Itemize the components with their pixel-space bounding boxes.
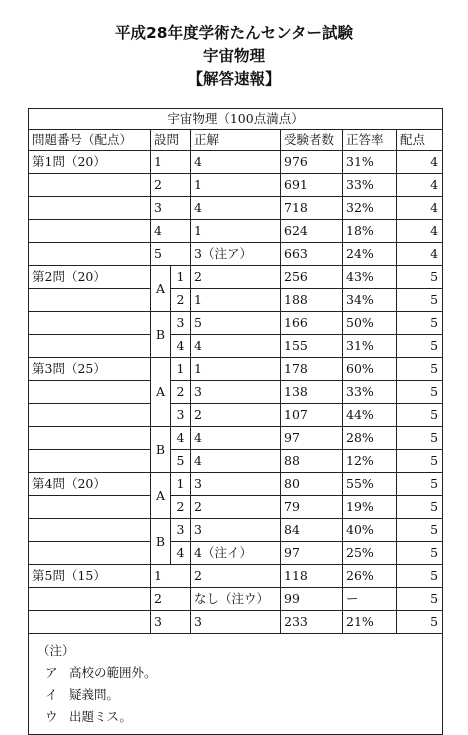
jukensha-cell: 624 [281, 220, 343, 243]
table-row [29, 289, 443, 312]
haiten-cell: 4 [397, 174, 443, 197]
setsumon-cell: 5 [151, 243, 191, 266]
notes-row [29, 634, 443, 735]
haiten-cell: 5 [397, 588, 443, 611]
table-row [29, 174, 443, 197]
haiten-cell: 4 [397, 243, 443, 266]
mondai-cell [29, 588, 151, 611]
seitouritsu-cell: 25% [343, 542, 397, 565]
setsumon-cell: 1 [151, 151, 191, 174]
seitouritsu-cell: 18% [343, 220, 397, 243]
mondai-cell: 第3問（25） [29, 358, 151, 381]
mondai-cell [29, 404, 151, 427]
jukensha-cell: 118 [281, 565, 343, 588]
jukensha-cell: 79 [281, 496, 343, 519]
seikai-cell: 4（注イ） [191, 542, 281, 565]
table-row [29, 197, 443, 220]
setsumon-cell: 1 [171, 473, 191, 496]
mondai-cell: 第1問（20） [29, 151, 151, 174]
mondai-cell [29, 174, 151, 197]
setsumon-cell: 2 [171, 289, 191, 312]
note-mark: イ [45, 687, 58, 702]
setsumon-cell: 3 [151, 197, 191, 220]
seikai-cell: 2 [191, 266, 281, 289]
seikai-cell: 4 [191, 197, 281, 220]
mondai-cell [29, 450, 151, 473]
haiten-cell: 5 [397, 473, 443, 496]
seikai-cell: 5 [191, 312, 281, 335]
jukensha-cell: 97 [281, 427, 343, 450]
table-row [29, 266, 443, 289]
haiten-cell: 5 [397, 289, 443, 312]
seikai-cell: 2 [191, 404, 281, 427]
haiten-cell: 5 [397, 542, 443, 565]
setsumon-cell: 3 [171, 312, 191, 335]
header-seitouritsu: 正答率 [343, 130, 397, 151]
setsumon-cell: 4 [171, 335, 191, 358]
seitouritsu-cell: 12% [343, 450, 397, 473]
seikai-cell: 4 [191, 151, 281, 174]
jukensha-cell: 178 [281, 358, 343, 381]
header-setsumon: 設問 [151, 130, 191, 151]
setsumon-cell: 5 [171, 450, 191, 473]
haiten-cell: 5 [397, 496, 443, 519]
note-text: 疑義問。 [69, 687, 120, 702]
mondai-cell [29, 220, 151, 243]
jukensha-cell: 80 [281, 473, 343, 496]
table-row [29, 381, 443, 404]
setsumon-cell: 4 [171, 427, 191, 450]
setsumon-cell: 1 [171, 266, 191, 289]
table-row [29, 588, 443, 611]
header-seikai: 正解 [191, 130, 281, 151]
seikai-cell: 1 [191, 358, 281, 381]
seikai-cell: 3 [191, 473, 281, 496]
seitouritsu-cell: 60% [343, 358, 397, 381]
seitouritsu-cell: 33% [343, 381, 397, 404]
subgroup-cell: B [151, 519, 171, 565]
jukensha-cell: 138 [281, 381, 343, 404]
table-row [29, 519, 443, 542]
seitouritsu-cell: 40% [343, 519, 397, 542]
table-caption-row [29, 109, 443, 130]
note-mark: ウ [45, 709, 58, 724]
mondai-cell [29, 542, 151, 565]
mondai-cell [29, 427, 151, 450]
jukensha-cell: 976 [281, 151, 343, 174]
setsumon-cell: 3 [171, 519, 191, 542]
table-row [29, 404, 443, 427]
seikai-cell: 3（注ア） [191, 243, 281, 266]
seikai-cell: 3 [191, 611, 281, 634]
header-haiten: 配点 [397, 130, 443, 151]
setsumon-cell: 3 [171, 404, 191, 427]
seitouritsu-cell: 33% [343, 174, 397, 197]
seitouritsu-cell: 32% [343, 197, 397, 220]
jukensha-cell: 188 [281, 289, 343, 312]
haiten-cell: 5 [397, 611, 443, 634]
table-row [29, 611, 443, 634]
title-line-3: 【解答速報】 [187, 70, 281, 88]
setsumon-cell: 2 [151, 588, 191, 611]
table-row [29, 358, 443, 381]
setsumon-cell: 2 [171, 496, 191, 519]
jukensha-cell: 166 [281, 312, 343, 335]
seikai-cell: 1 [191, 289, 281, 312]
table-caption: 宇宙物理（100点満点） [29, 109, 443, 130]
seikai-cell: 4 [191, 450, 281, 473]
note-text: 高校の範囲外。 [69, 665, 157, 680]
haiten-cell: 5 [397, 312, 443, 335]
seikai-cell: 4 [191, 427, 281, 450]
seitouritsu-cell: 31% [343, 151, 397, 174]
mondai-cell: 第2問（20） [29, 266, 151, 289]
note-item [37, 684, 434, 706]
seitouritsu-cell: 24% [343, 243, 397, 266]
mondai-cell [29, 312, 151, 335]
table-row [29, 427, 443, 450]
setsumon-cell: 4 [171, 542, 191, 565]
answer-table [28, 108, 443, 735]
haiten-cell: 5 [397, 358, 443, 381]
notes-cell [29, 634, 443, 735]
subgroup-cell: B [151, 312, 171, 358]
haiten-cell: 4 [397, 220, 443, 243]
header-jukensha: 受験者数 [281, 130, 343, 151]
table-row [29, 450, 443, 473]
seitouritsu-cell: 26% [343, 565, 397, 588]
haiten-cell: 5 [397, 381, 443, 404]
seitouritsu-cell: 43% [343, 266, 397, 289]
haiten-cell: 5 [397, 427, 443, 450]
seitouritsu-cell: ー [343, 588, 397, 611]
jukensha-cell: 718 [281, 197, 343, 220]
mondai-cell [29, 496, 151, 519]
note-item [37, 706, 434, 728]
table-row [29, 542, 443, 565]
title-line-1: 平成28年度学術たんセンター試験 [115, 24, 353, 42]
haiten-cell: 4 [397, 151, 443, 174]
mondai-cell [29, 381, 151, 404]
table-header-row [29, 130, 443, 151]
jukensha-cell: 663 [281, 243, 343, 266]
setsumon-cell: 3 [151, 611, 191, 634]
haiten-cell: 5 [397, 335, 443, 358]
table-row [29, 565, 443, 588]
subgroup-cell: B [151, 427, 171, 473]
jukensha-cell: 155 [281, 335, 343, 358]
jukensha-cell: 691 [281, 174, 343, 197]
seitouritsu-cell: 50% [343, 312, 397, 335]
seitouritsu-cell: 55% [343, 473, 397, 496]
mondai-cell [29, 335, 151, 358]
table-row [29, 335, 443, 358]
subgroup-cell: A [151, 358, 171, 427]
setsumon-cell: 1 [151, 565, 191, 588]
seikai-cell: 3 [191, 381, 281, 404]
header-mondai: 問題番号（配点） [29, 130, 151, 151]
note-mark: ア [45, 665, 58, 680]
haiten-cell: 5 [397, 404, 443, 427]
table-row [29, 243, 443, 266]
note-item [37, 662, 434, 684]
seitouritsu-cell: 28% [343, 427, 397, 450]
seitouritsu-cell: 21% [343, 611, 397, 634]
jukensha-cell: 107 [281, 404, 343, 427]
jukensha-cell: 88 [281, 450, 343, 473]
setsumon-cell: 4 [151, 220, 191, 243]
document-title [0, 22, 468, 91]
mondai-cell: 第5問（15） [29, 565, 151, 588]
haiten-cell: 4 [397, 197, 443, 220]
seikai-cell: 2 [191, 496, 281, 519]
mondai-cell: 第4問（20） [29, 473, 151, 496]
haiten-cell: 5 [397, 450, 443, 473]
subgroup-cell: A [151, 266, 171, 312]
seikai-cell: なし（注ウ） [191, 588, 281, 611]
haiten-cell: 5 [397, 519, 443, 542]
seikai-cell: 1 [191, 174, 281, 197]
jukensha-cell: 256 [281, 266, 343, 289]
mondai-cell [29, 519, 151, 542]
setsumon-cell: 1 [171, 358, 191, 381]
title-line-2: 宇宙物理 [202, 47, 265, 65]
jukensha-cell: 233 [281, 611, 343, 634]
seikai-cell: 2 [191, 565, 281, 588]
haiten-cell: 5 [397, 565, 443, 588]
jukensha-cell: 97 [281, 542, 343, 565]
subgroup-cell: A [151, 473, 171, 519]
seitouritsu-cell: 31% [343, 335, 397, 358]
jukensha-cell: 99 [281, 588, 343, 611]
mondai-cell [29, 611, 151, 634]
seikai-cell: 1 [191, 220, 281, 243]
table-row [29, 151, 443, 174]
jukensha-cell: 84 [281, 519, 343, 542]
seitouritsu-cell: 19% [343, 496, 397, 519]
table-row [29, 473, 443, 496]
setsumon-cell: 2 [171, 381, 191, 404]
haiten-cell: 5 [397, 266, 443, 289]
table-row [29, 312, 443, 335]
seitouritsu-cell: 34% [343, 289, 397, 312]
seitouritsu-cell: 44% [343, 404, 397, 427]
mondai-cell [29, 197, 151, 220]
setsumon-cell: 2 [151, 174, 191, 197]
table-row [29, 220, 443, 243]
notes-heading: （注） [37, 643, 75, 658]
table-row [29, 496, 443, 519]
seikai-cell: 3 [191, 519, 281, 542]
mondai-cell [29, 289, 151, 312]
mondai-cell [29, 243, 151, 266]
note-text: 出題ミス。 [69, 709, 132, 724]
seikai-cell: 4 [191, 335, 281, 358]
